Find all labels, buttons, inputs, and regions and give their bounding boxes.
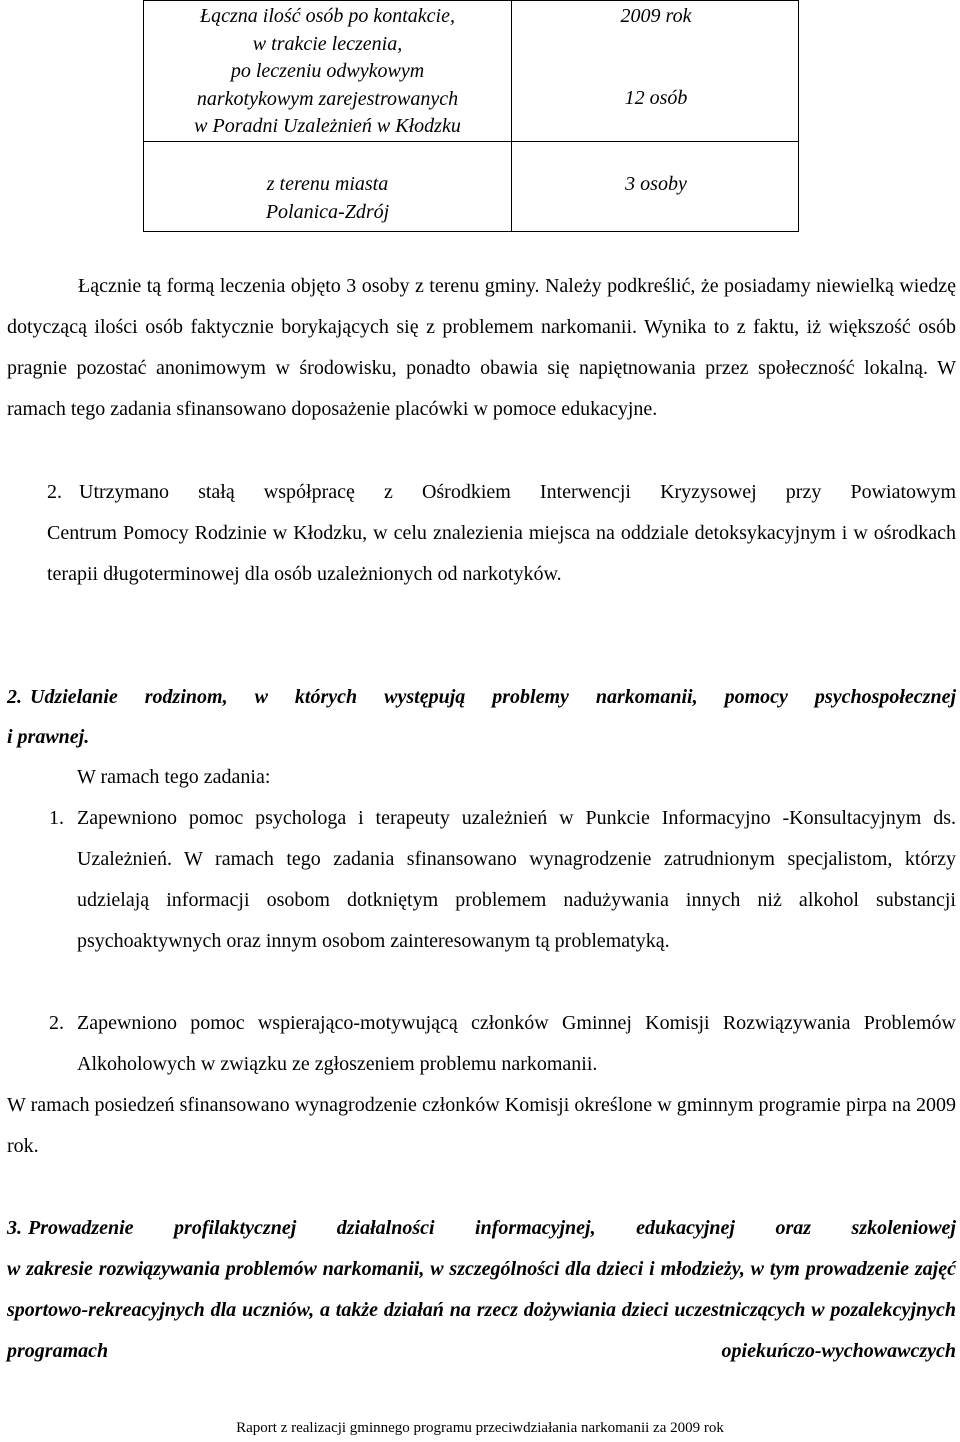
statistics-table [143,0,799,232]
table-text-line: Polanica-Zdrój [265,200,390,223]
table-text-line: Łączna ilość osób po kontakcie, [200,5,455,27]
paragraph-cooperation-first-line: Utrzymano stałą współpracę z Ośrodkiem Interwencji Kryzysowej przy Powiatowym [79,481,956,503]
section-number: 3. [7,1217,22,1239]
table-text-line: w Poradni Uzależnień w Kłodzku [194,115,461,137]
paragraph-cooperation: Centrum Pomocy Rodzinie w Kłodzku, w celu znalezienia miejsca na oddziale detoksykacyjnym i w ośrodkach terapii długoterminowej dla osób uzależnionych od narkotyków. [47,522,956,585]
section-heading-prevention-cont: w zakresie rozwiązywania problemów narkomanii, w szczególności dla dzieci i młodzieży, w tym prowadzenie zajęć sportowo-rekreacyjnych dla uczniów, a także działań na rzecz dożywiania dzieci uczestniczących w pozalekcyjnych programach opiekuńczo-wychowawczych [7,1258,956,1362]
table-text-line: z terenu miasta [266,173,389,195]
item-number: 2. [47,481,62,503]
table-text-line: po leczeniu odwykowym [230,60,425,82]
table-cell-year: 2009 rok [620,5,692,27]
section-heading-family-support: Udzielanie rodzinom, w których występują problemy narkomanii, pomocy psychospołecznej [30,686,956,708]
section-heading-family-support-cont: i prawnej. [7,726,90,748]
table-cell-city [144,171,511,226]
list-item-commission: Zapewniono pomoc wspierająco-motywującą członków Gminnej Komisji Rozwiązywania Problemów Alkoholowych w związku ze zgłoszeniem problemu narkomanii. [77,1012,956,1075]
list-item-psychologist: Zapewniono pomoc psychologa i terapeuty uzależnień w Punkcie Informacyjno -Konsultacyjnym ds. Uzależnień. W ramach tego zadania sfinansowano wynagrodzenie zatrudnionym specjalistom, którzy udzielają informacji osobom dotkniętym problemem nadużywania innych niż alkohol substancji psychoaktywnych oraz innym osobom zainteresowanym tą problematyką. [77,807,956,952]
section-number: 2. [7,686,22,708]
table-cell-city-count: 3 osoby [625,173,687,195]
list-item-number: 2. [49,1012,64,1034]
section-heading-prevention: Prowadzenie profilaktycznej działalności informacyjnej, edukacyjnej oraz szkoleniowej [28,1217,956,1239]
page-footer: Raport z realizacji gminnego programu przeciwdziałania narkomanii za 2009 rok [236,1420,724,1436]
table-cell-total: 12 osób [624,87,688,109]
section-intro: W ramach tego zadania: [77,766,271,788]
paragraph-treatment-summary: Łącznie tą formą leczenia objęto 3 osoby z terenu gminy. Należy podkreślić, że posiadamy niewielką wiedzę dotyczącą ilości osób faktycznie borykających się z problemem narkomanii. Wynika to z faktu, iż większość osób pragnie pozostać anonimowym w środowisku, ponadto obawia się napiętnowania przez społeczność lokalną. W ramach tego zadania sfinansowano doposażenie placówki w pomoce edukacyjne. [7,275,956,420]
table-row-divider [144,141,798,142]
paragraph-commission-funding: W ramach posiedzeń sfinansowano wynagrodzenie członków Komisji określone w gminnym programie pirpa na 2009 rok. [7,1094,956,1157]
table-cell-description [144,3,511,141]
table-text-line: narkotykowym zarejestrowanych [196,87,459,110]
table-text-line: w trakcie leczenia, [252,32,403,55]
list-item-number: 1. [49,807,64,829]
